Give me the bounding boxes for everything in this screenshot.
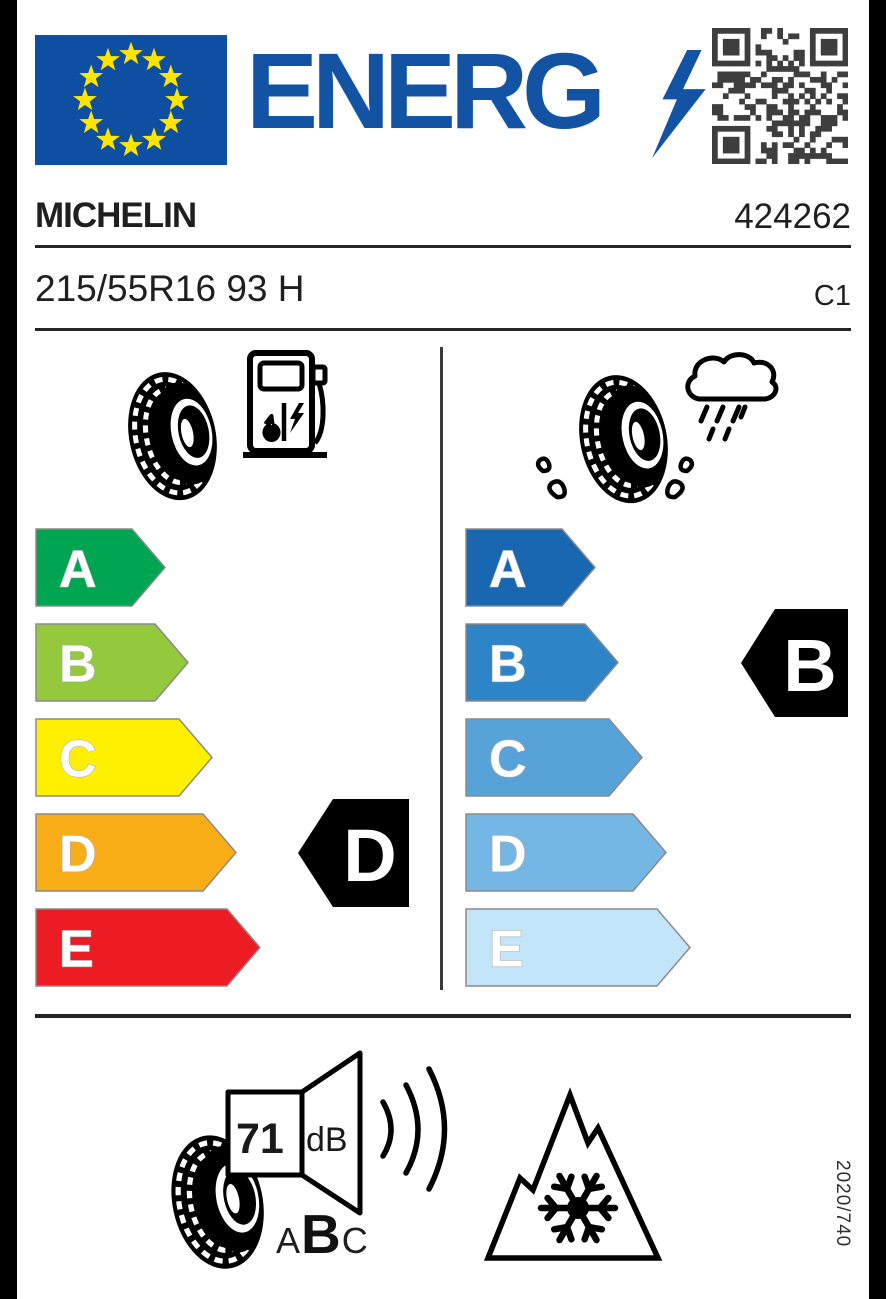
noise-unit: dB	[306, 1121, 348, 1159]
fuel-grade-letter-E: E	[59, 920, 94, 979]
divider-rule-2	[35, 328, 851, 331]
brand-name: MICHELIN	[35, 196, 197, 235]
label-frame-right	[869, 0, 886, 1299]
noise-value: 71	[236, 1115, 284, 1163]
regulation-reference: 2020/740	[832, 1160, 853, 1248]
label-id: 424262	[734, 197, 851, 236]
fuel-grade-letter-B: B	[59, 635, 97, 694]
fuel-grade-arrow-E	[35, 908, 262, 987]
fuel-rating-letter: D	[343, 814, 397, 897]
tire-fuel-pump-icon	[110, 345, 345, 523]
wet-grade-arrow-E	[465, 908, 692, 987]
wet-rating-letter: B	[783, 624, 837, 707]
three-peak-mountain-snowflake-icon	[483, 1082, 707, 1268]
vehicle-class: C1	[813, 280, 851, 312]
noise-class-c: C	[341, 1220, 368, 1261]
fuel-grade-arrow-D	[35, 813, 238, 892]
fuel-grade-letter-D: D	[59, 825, 97, 884]
center-divider	[440, 347, 443, 990]
wet-grade-letter-A: A	[489, 540, 527, 599]
wet-grade-arrow-C	[465, 718, 644, 797]
fuel-grade-letter-C: C	[59, 730, 97, 789]
wet-grip-rating-indicator	[740, 608, 851, 720]
fuel-grade-arrow-A	[35, 528, 167, 607]
divider-rule-1	[35, 245, 851, 248]
wet-grade-arrow-A	[465, 528, 597, 607]
label-frame-left	[0, 0, 17, 1299]
noise-class-a: A	[276, 1220, 301, 1261]
divider-rule-3	[35, 1014, 851, 1018]
fuel-efficiency-rating-indicator	[297, 798, 412, 910]
eu-flag	[35, 35, 227, 165]
energy-logo-text: ENERG	[246, 30, 601, 151]
noise-class-b: B	[301, 1203, 341, 1265]
qr-code	[712, 28, 848, 164]
wet-grade-letter-B: B	[489, 635, 527, 694]
wet-grade-letter-D: D	[489, 825, 527, 884]
fuel-grade-letter-A: A	[59, 540, 97, 599]
lightning-bolt-icon	[652, 50, 712, 158]
noise-class-letters	[276, 1203, 368, 1265]
tire-rain-cloud-icon	[535, 345, 793, 523]
fuel-grade-arrow-B	[35, 623, 190, 702]
wet-grade-letter-E: E	[489, 920, 524, 979]
wet-grade-letter-C: C	[489, 730, 527, 789]
wet-grade-arrow-B	[465, 623, 620, 702]
fuel-grade-arrow-C	[35, 718, 214, 797]
tire-size-designation: 215/55R16 93 H	[35, 268, 305, 309]
wet-grade-arrow-D	[465, 813, 668, 892]
